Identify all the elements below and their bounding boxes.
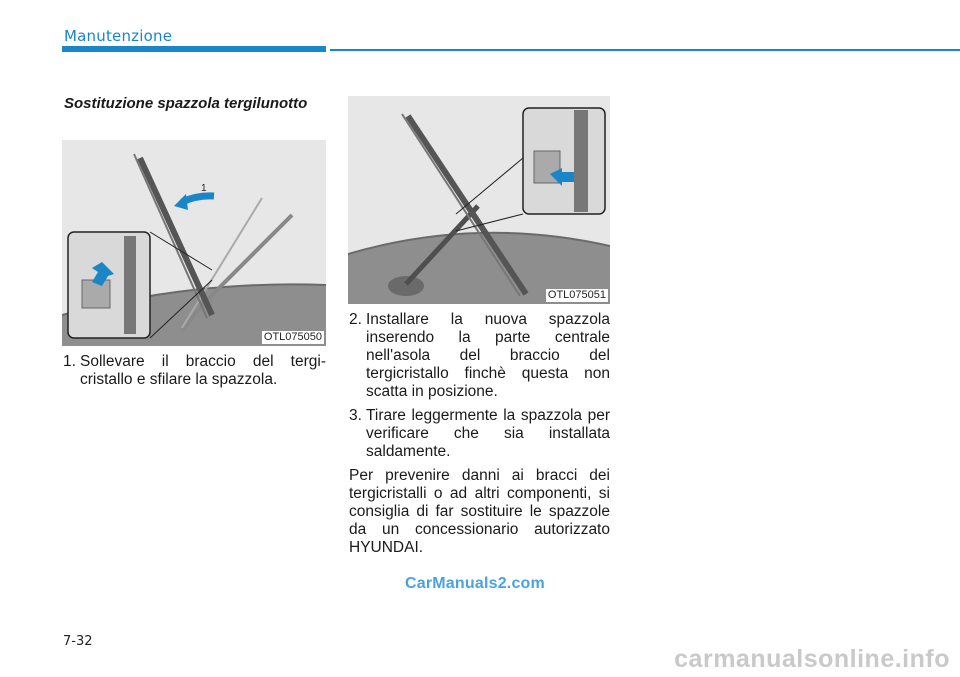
step-text: Tirare leggermente la spazzola per verificare che sia installata saldamente. [366, 407, 610, 460]
step-text: Installare la nuova spazzola inserendo la parte centrale nell'asola del braccio del tergicristallo finchè questa non scatta in posizione. [366, 311, 610, 400]
section-title: Manutenzione [64, 27, 173, 45]
steps-column-1 [63, 353, 326, 395]
steps-column-2 [349, 311, 610, 557]
wiper-lift-illustration [62, 140, 326, 346]
step-text: Sollevare il braccio del tergi-cristallo e sfilare la spazzola. [80, 353, 326, 388]
footer-watermark: carmanualsonline.info [674, 645, 950, 673]
callout-number: 1 [201, 183, 207, 194]
step-2 [349, 311, 610, 401]
step-number: 2. [349, 311, 362, 328]
header-rule-thick [62, 46, 326, 52]
page-number: 7-32 [63, 634, 93, 649]
figure-wiper-install [348, 96, 610, 304]
figure-code: OTL075051 [547, 289, 606, 301]
watermark-link[interactable]: CarManuals2.com [405, 575, 545, 592]
figure-code: OTL075050 [263, 331, 322, 343]
step-number: 1. [63, 353, 76, 370]
step-3 [349, 407, 610, 461]
subtitle: Sostituzione spazzola tergilunotto [64, 95, 308, 112]
wiper-install-illustration [348, 96, 610, 304]
header-rule-thin [330, 49, 960, 51]
figure-wiper-lift [62, 140, 326, 346]
step-number: 3. [349, 407, 362, 424]
note-paragraph: Per prevenire danni ai bracci dei tergicristalli o ad altri componenti, si consiglia di far sostituire le spazzole da un concessionario autorizzato HYUNDAI. [349, 467, 610, 556]
step-1 [63, 353, 326, 389]
